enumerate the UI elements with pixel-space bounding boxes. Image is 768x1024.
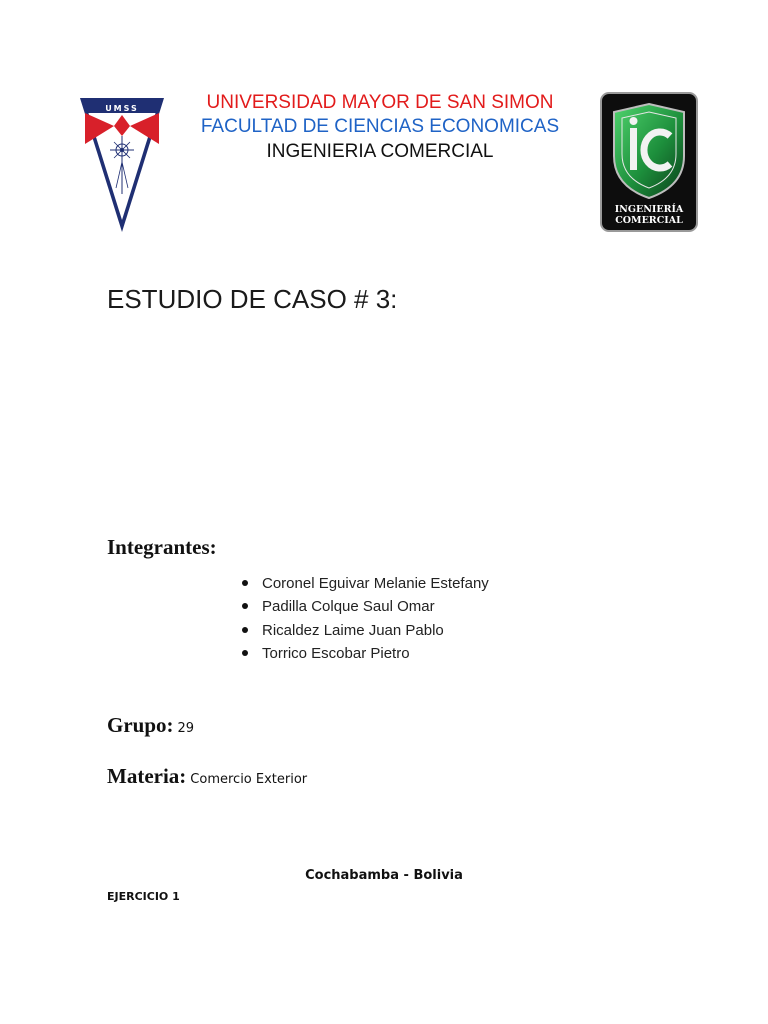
subject-label: Materia: bbox=[107, 764, 187, 788]
list-item: Torrico Escobar Pietro bbox=[262, 642, 489, 665]
group-value: 29 bbox=[177, 721, 195, 736]
faculty-name: FACULTAD DE CIENCIAS ECONOMICAS bbox=[200, 116, 560, 137]
group-row bbox=[107, 713, 194, 738]
members-list bbox=[262, 572, 489, 665]
logo-text-ingenieria: INGENIERÍA bbox=[614, 204, 684, 215]
career-name: INGENIERIA COMERCIAL bbox=[266, 141, 494, 162]
group-label: Grupo: bbox=[107, 713, 174, 737]
umss-logo-text: UMSS bbox=[105, 104, 139, 113]
ingenieria-comercial-logo bbox=[600, 92, 698, 232]
list-item: Ricaldez Laime Juan Pablo bbox=[262, 619, 489, 642]
members-heading: Integrantes: bbox=[107, 535, 217, 559]
logo-text-comercial: COMERCIAL bbox=[615, 215, 683, 226]
subject-value: Comercio Exterior bbox=[190, 772, 308, 787]
list-item: Padilla Colque Saul Omar bbox=[262, 595, 489, 618]
case-title: ESTUDIO DE CASO # 3: bbox=[107, 284, 398, 314]
city-location: Cochabamba - Bolivia bbox=[305, 868, 463, 883]
list-item: Coronel Eguivar Melanie Estefany bbox=[262, 572, 489, 595]
subject-row bbox=[107, 764, 307, 789]
exercise-label: EJERCICIO 1 bbox=[107, 890, 180, 903]
university-name: UNIVERSIDAD MAYOR DE SAN SIMON bbox=[206, 92, 554, 113]
umss-logo bbox=[78, 96, 166, 234]
